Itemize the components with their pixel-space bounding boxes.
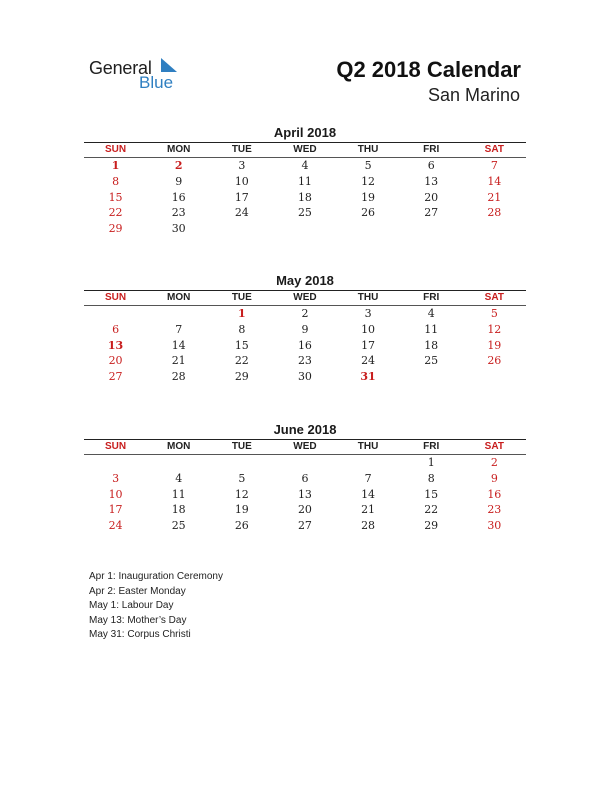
day-cell: 27 [297,519,312,533]
day-cell: 16 [297,338,312,352]
logo-blue-text: Blue [139,73,174,92]
day-cell: 23 [171,206,186,220]
empty-day-cell [147,306,210,322]
flag-triangle-icon [161,58,177,72]
holiday-list [89,570,223,643]
holiday-item: Apr 1: Inauguration Ceremony [89,571,223,582]
day-cell: 18 [424,338,439,352]
day-cell: 6 [112,322,120,336]
day-cell: 20 [424,190,439,204]
weekday-sat: SAT [484,292,504,303]
day-cell: 1 [427,456,435,469]
day-cell: 17 [108,503,123,517]
holiday-day-cell: 31 [360,370,376,384]
holiday-item: Apr 2: Easter Monday [89,585,186,597]
day-cell: 23 [297,354,312,368]
day-cell: 21 [171,354,186,368]
weekday-mon: MON [167,144,191,155]
month-june [84,422,526,534]
day-cell: 3 [238,159,246,172]
day-cell: 26 [361,206,376,220]
day-cell: 15 [234,338,249,352]
holiday-day-cell: 13 [107,338,124,352]
day-cell: 27 [424,206,439,220]
day-cell: 27 [108,370,123,384]
day-cell: 13 [297,487,312,501]
holiday-day-cell: 1 [237,307,246,320]
day-cell: 19 [234,503,249,517]
day-cell: 4 [427,307,435,320]
weekday-sat: SAT [484,144,504,155]
weekday-tue: TUE [231,144,252,155]
day-cell: 11 [424,322,439,336]
weekday-fri: FRI [423,292,440,303]
month-title: May 2018 [276,273,334,288]
empty-day-cell [337,455,400,471]
day-cell: 7 [175,322,183,336]
day-cell: 6 [427,159,435,172]
day-cell: 3 [364,307,372,320]
day-cell: 20 [297,503,312,517]
day-cell: 26 [487,354,502,368]
day-grid [84,158,526,237]
weekday-header [84,143,526,157]
weekday-tue: TUE [231,441,252,452]
day-cell: 18 [297,190,312,204]
day-cell: 15 [424,487,439,501]
month-title: April 2018 [273,125,337,140]
weekday-sun: SUN [105,441,127,452]
day-cell: 17 [234,190,249,204]
day-cell: 22 [424,503,439,517]
empty-day-cell [210,455,273,471]
day-cell: 12 [361,174,376,188]
day-cell: 29 [108,222,123,236]
weekday-mon: MON [167,292,191,303]
day-cell: 19 [487,338,502,352]
day-cell: 23 [487,503,502,517]
day-cell: 12 [487,322,502,336]
day-cell: 24 [108,519,123,533]
day-cell: 12 [234,487,249,501]
holiday-item: May 13: Mother’s Day [89,614,187,626]
day-cell: 7 [364,471,372,485]
day-cell: 9 [175,174,183,188]
empty-day-cell [84,455,147,471]
day-cell: 25 [424,354,439,368]
weekday-mon: MON [167,441,191,452]
weekday-wed: WED [293,144,317,155]
weekday-thu: THU [357,292,379,303]
logo [89,58,189,94]
empty-day-cell [273,455,336,471]
day-cell: 28 [487,206,502,220]
day-cell: 14 [171,338,186,352]
day-cell: 16 [487,487,502,501]
day-cell: 4 [175,471,183,485]
day-cell: 28 [171,370,186,384]
day-cell: 29 [234,370,249,384]
day-cell: 22 [234,354,249,368]
day-grid [84,306,526,385]
day-cell: 5 [490,307,498,320]
day-cell: 9 [490,471,498,485]
day-cell: 5 [364,159,372,172]
day-cell: 20 [108,354,123,368]
month-april [84,125,526,237]
weekday-header [84,291,526,305]
month-title: June 2018 [273,422,337,437]
holiday-item: May 1: Labour Day [89,600,174,611]
day-cell: 30 [487,519,502,533]
day-cell: 10 [234,174,249,188]
day-cell: 3 [112,471,120,485]
empty-day-cell [84,306,147,322]
day-cell: 17 [361,338,376,352]
day-cell: 2 [301,307,309,320]
day-cell: 26 [234,519,249,533]
day-cell: 19 [361,190,376,204]
weekday-wed: WED [293,441,317,452]
weekday-thu: THU [357,144,379,155]
weekday-thu: THU [357,441,379,452]
day-cell: 28 [361,519,376,533]
holiday-item: May 31: Corpus Christi [89,629,191,640]
day-cell: 11 [171,487,186,501]
day-cell: 16 [171,190,186,204]
day-cell: 9 [301,322,309,336]
day-cell: 15 [108,190,123,204]
day-cell: 14 [487,174,502,188]
weekday-fri: FRI [423,441,440,452]
day-cell: 10 [361,322,376,336]
day-cell: 11 [297,174,312,188]
day-cell: 10 [108,487,123,501]
day-cell: 14 [361,487,376,501]
day-cell: 30 [171,222,186,236]
day-cell: 29 [424,519,439,533]
day-cell: 6 [301,471,309,485]
day-cell: 24 [361,354,376,368]
day-cell: 30 [297,370,312,384]
day-cell: 22 [108,206,123,220]
day-cell: 24 [234,206,249,220]
weekday-tue: TUE [231,292,252,303]
weekday-header [84,440,526,454]
day-cell: 13 [424,174,439,188]
day-cell: 8 [427,471,435,485]
weekday-fri: FRI [423,144,440,155]
page-subtitle: San Marino [427,85,520,105]
day-grid [84,455,526,534]
day-cell: 2 [490,456,498,469]
weekday-sun: SUN [105,292,127,303]
day-cell: 8 [112,174,120,188]
day-cell: 25 [297,206,312,220]
day-cell: 4 [301,159,309,172]
day-cell: 18 [171,503,186,517]
weekday-sat: SAT [484,441,504,452]
page-title: Q2 2018 Calendar [336,57,521,82]
day-cell: 21 [361,503,376,517]
weekday-sun: SUN [105,144,127,155]
logo-general-text: General [89,58,152,78]
day-cell: 7 [490,159,498,172]
day-cell: 25 [171,519,186,533]
day-cell: 21 [487,190,502,204]
holiday-day-cell: 1 [111,159,120,172]
month-may [84,273,526,385]
day-cell: 8 [238,322,246,336]
weekday-wed: WED [293,292,317,303]
day-cell: 5 [238,471,246,485]
holiday-day-cell: 2 [174,159,183,172]
empty-day-cell [147,455,210,471]
